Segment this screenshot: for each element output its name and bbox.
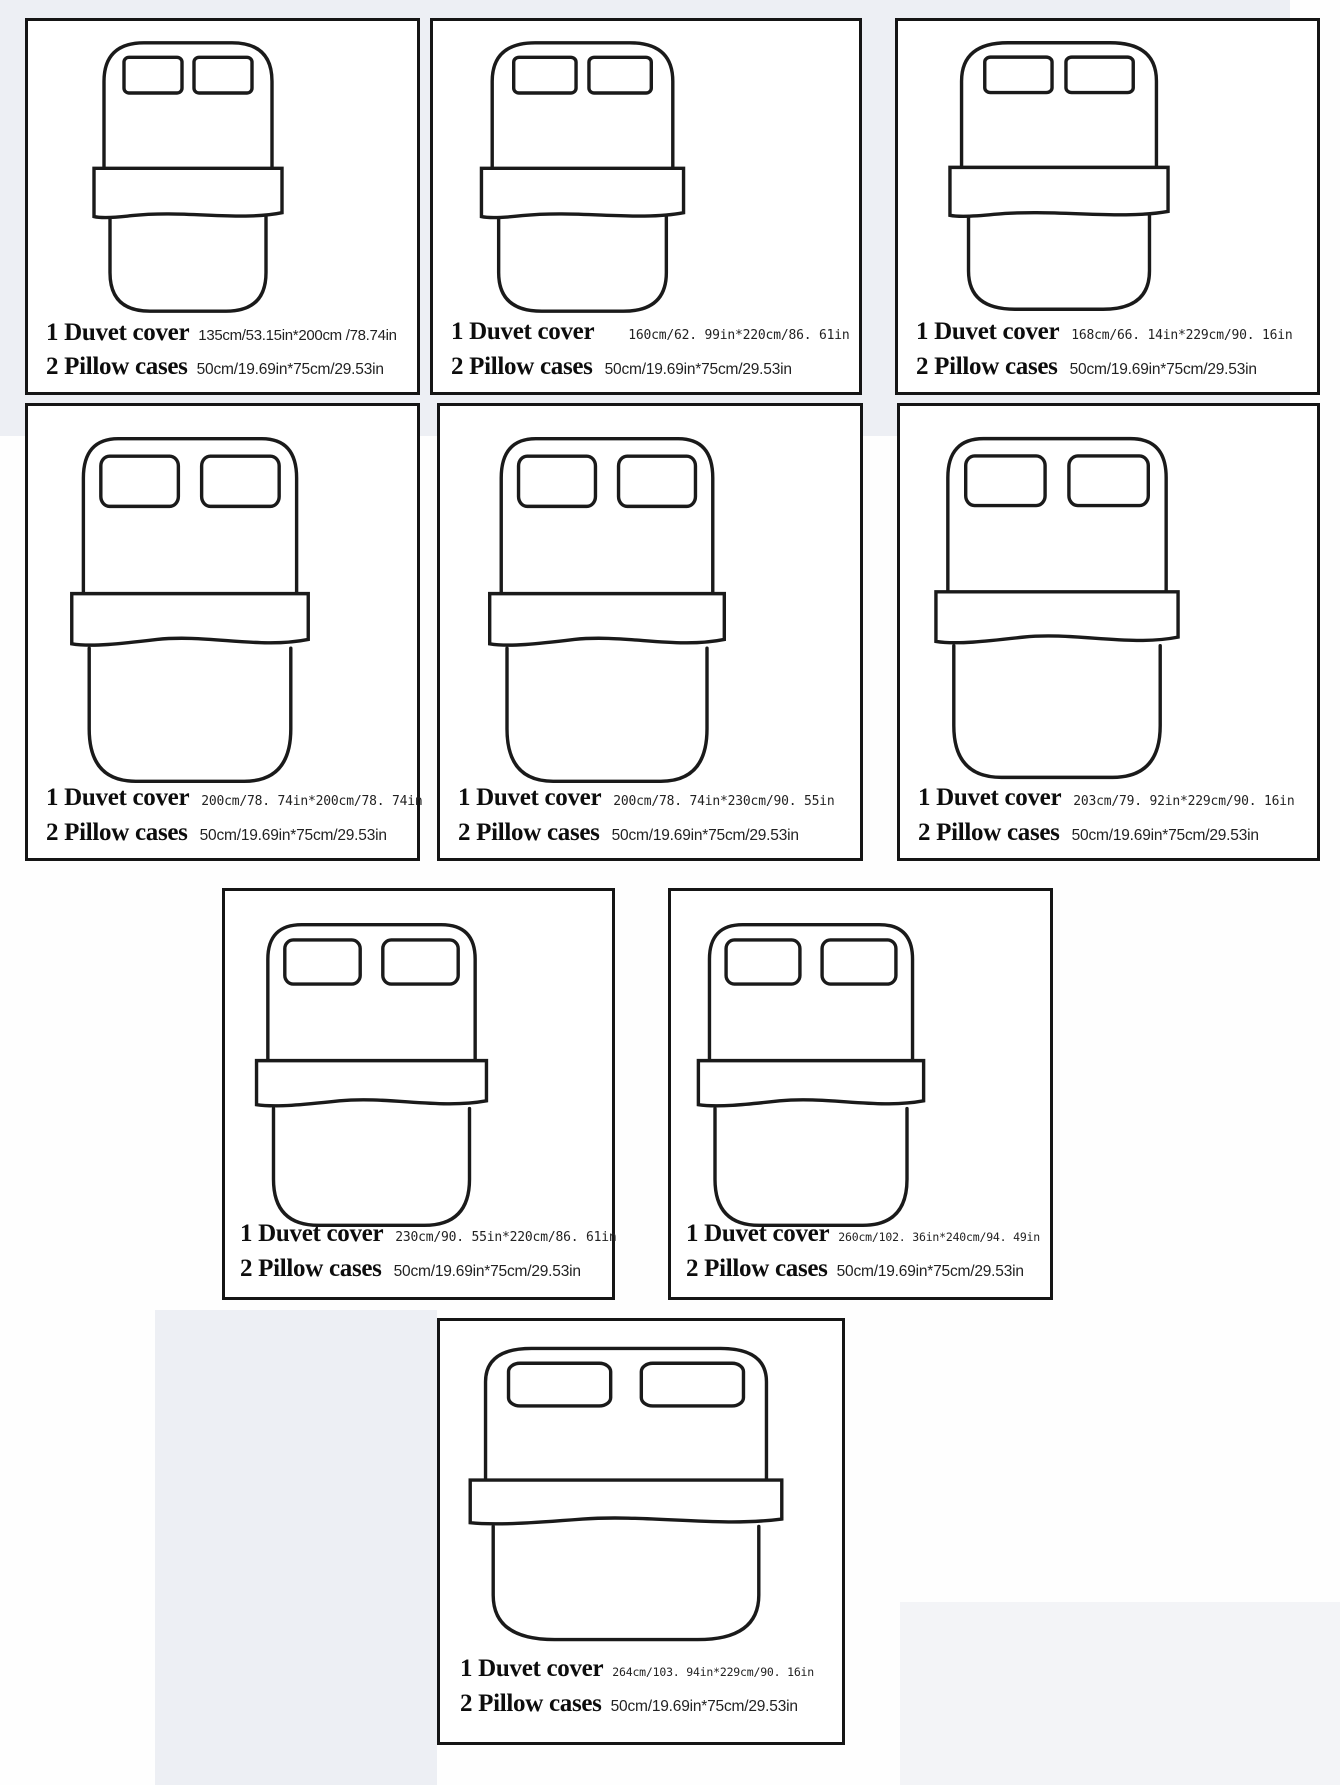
duvet-line: [458, 782, 834, 817]
bed-diagram: [475, 37, 690, 317]
pillow-cases-label: 2 Pillow cases: [916, 353, 1058, 380]
pillow-cases-size: 50cm/19.69in*75cm/29.53in: [604, 361, 792, 378]
bed-diagram: [460, 1341, 792, 1647]
size-panel-2: [430, 18, 862, 395]
duvet-cover-size: 200cm/78. 74in*200cm/78. 74in: [201, 794, 423, 809]
size-panel-4: [25, 403, 423, 861]
duvet-line: [918, 782, 1294, 817]
size-labels: [240, 1218, 616, 1287]
duvet-line: [686, 1218, 1040, 1253]
duvet-line: [916, 316, 1292, 351]
duvet-line: [451, 316, 849, 351]
pillow-line: [46, 817, 422, 851]
pillow-cases-size: 50cm/19.69in*75cm/29.53in: [393, 1263, 581, 1280]
pillow-cases-size: 50cm/19.69in*75cm/29.53in: [196, 361, 384, 378]
duvet-cover-label: 1 Duvet cover: [460, 1655, 604, 1682]
duvet-line: [240, 1218, 616, 1253]
pillow-line: [918, 817, 1294, 851]
duvet-cover-label: 1 Duvet cover: [46, 319, 190, 346]
bed-diagram: [943, 37, 1175, 315]
pillow-cases-label: 2 Pillow cases: [918, 819, 1060, 846]
duvet-cover-label: 1 Duvet cover: [686, 1220, 830, 1247]
pillow-cases-label: 2 Pillow cases: [686, 1255, 828, 1282]
bed-drawing-wide: [691, 917, 931, 1233]
bed-diagram: [928, 430, 1186, 786]
bed-drawing-wide: [482, 430, 732, 790]
duvet-cover-label: 1 Duvet cover: [458, 784, 602, 811]
duvet-cover-label: 1 Duvet cover: [916, 318, 1060, 345]
pillow-cases-label: 2 Pillow cases: [460, 1690, 602, 1717]
size-panel-3: [895, 18, 1320, 395]
pillow-cases-size: 50cm/19.69in*75cm/29.53in: [1069, 361, 1257, 378]
duvet-cover-label: 1 Duvet cover: [451, 318, 595, 345]
pillow-cases-label: 2 Pillow cases: [458, 819, 600, 846]
size-labels: [918, 782, 1294, 851]
duvet-cover-size: 264cm/103. 94in*229cm/90. 16in: [612, 1665, 814, 1679]
bed-drawing-wide: [460, 1341, 792, 1647]
duvet-cover-label: 1 Duvet cover: [240, 1220, 384, 1247]
size-panel-7: [222, 888, 615, 1300]
duvet-line: [460, 1653, 814, 1688]
pillow-line: [458, 817, 834, 851]
bed-diagram: [64, 430, 316, 790]
pillow-cases-size: 50cm/19.69in*75cm/29.53in: [199, 827, 387, 844]
bed-diagram: [691, 917, 931, 1233]
duvet-cover-label: 1 Duvet cover: [46, 784, 190, 811]
bed-drawing-wide: [64, 430, 316, 790]
duvet-line: [46, 317, 397, 351]
duvet-cover-size: 160cm/62. 99in*220cm/86. 61in: [628, 328, 850, 343]
pillow-line: [686, 1253, 1040, 1287]
duvet-cover-size: 135cm/53.15in*200cm /78.74in: [198, 327, 397, 344]
pillow-line: [46, 351, 397, 385]
size-labels: [916, 316, 1292, 385]
size-panel-5: [437, 403, 863, 861]
pillow-cases-size: 50cm/19.69in*75cm/29.53in: [611, 827, 799, 844]
bed-diagram: [249, 917, 494, 1233]
duvet-line: [46, 782, 422, 817]
pillow-line: [451, 351, 849, 385]
pillow-line: [240, 1253, 616, 1287]
pillow-cases-size: 50cm/19.69in*75cm/29.53in: [1071, 827, 1259, 844]
size-panel-1: [25, 18, 420, 395]
size-panel-6: [897, 403, 1320, 861]
size-labels: [451, 316, 849, 385]
bed-drawing-narrow: [943, 37, 1175, 315]
size-labels: [460, 1653, 814, 1722]
background-strip-row4-right: [900, 1602, 1340, 1785]
background-strip-row4-left: [155, 1310, 437, 1785]
bed-drawing-narrow: [475, 37, 690, 317]
bed-drawing-narrow: [88, 37, 288, 317]
pillow-line: [916, 351, 1292, 385]
duvet-cover-size: 200cm/78. 74in*230cm/90. 55in: [613, 794, 835, 809]
bed-diagram: [88, 37, 288, 317]
duvet-cover-label: 1 Duvet cover: [918, 784, 1062, 811]
bed-drawing-wide: [928, 430, 1186, 786]
size-panel-9: [437, 1318, 845, 1745]
pillow-cases-label: 2 Pillow cases: [46, 819, 188, 846]
size-labels: [458, 782, 834, 851]
size-labels: [46, 782, 422, 851]
duvet-cover-size: 168cm/66. 14in*229cm/90. 16in: [1071, 328, 1293, 343]
size-panel-8: [668, 888, 1053, 1300]
size-labels: [686, 1218, 1040, 1287]
pillow-cases-label: 2 Pillow cases: [451, 353, 593, 380]
size-labels: [46, 317, 397, 385]
bed-diagram: [482, 430, 732, 790]
pillow-cases-label: 2 Pillow cases: [240, 1255, 382, 1282]
duvet-cover-size: 203cm/79. 92in*229cm/90. 16in: [1073, 794, 1295, 809]
pillow-cases-size: 50cm/19.69in*75cm/29.53in: [836, 1263, 1024, 1280]
duvet-cover-size: 230cm/90. 55in*220cm/86. 61in: [395, 1230, 617, 1245]
duvet-cover-size: 260cm/102. 36in*240cm/94. 49in: [838, 1230, 1040, 1244]
pillow-cases-label: 2 Pillow cases: [46, 353, 188, 380]
pillow-cases-size: 50cm/19.69in*75cm/29.53in: [610, 1698, 798, 1715]
pillow-line: [460, 1688, 814, 1722]
bed-drawing-wide: [249, 917, 494, 1233]
